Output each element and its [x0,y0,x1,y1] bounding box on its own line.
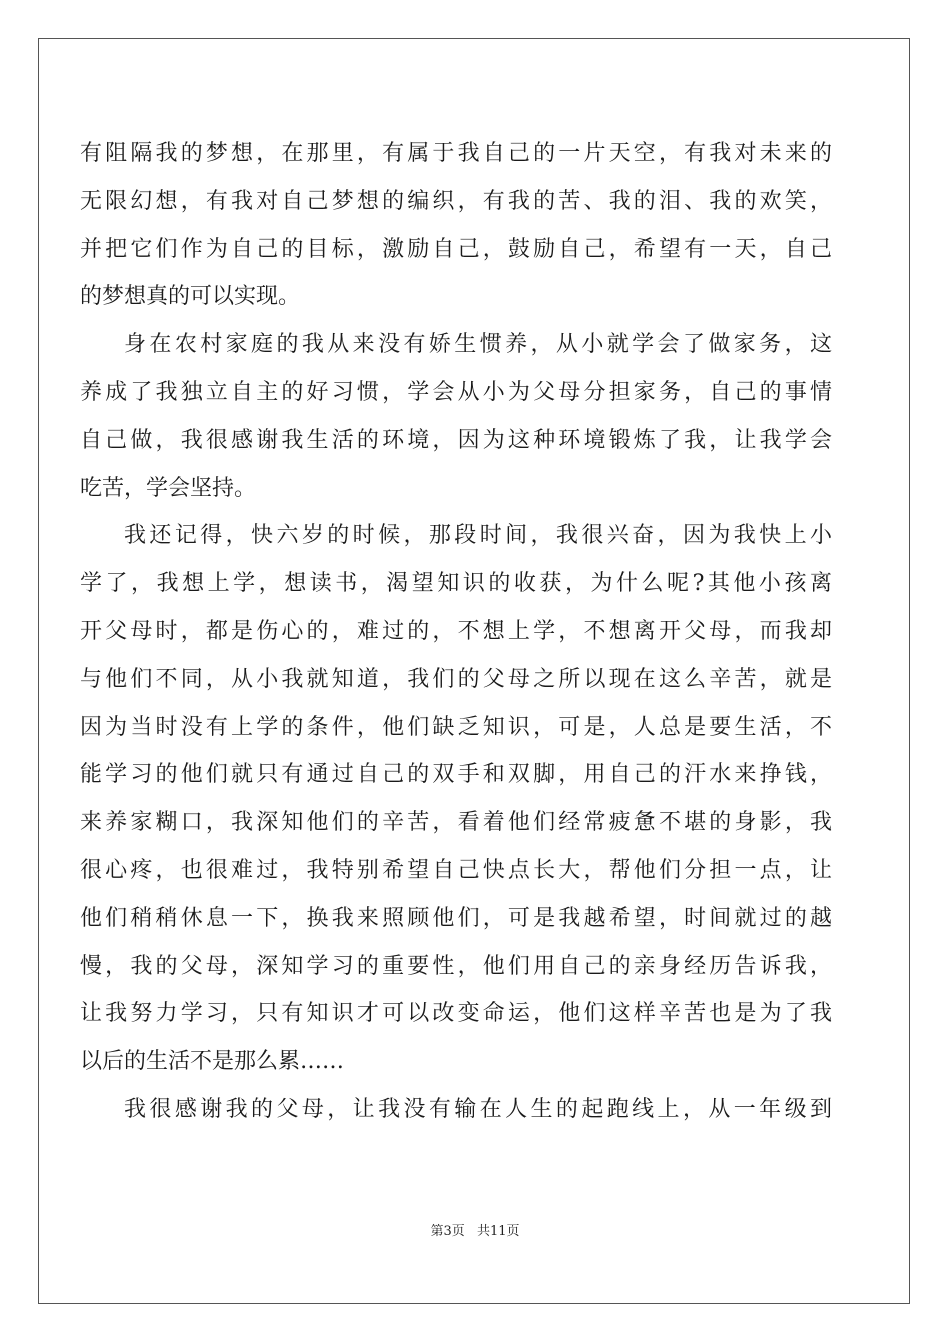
text-line: 来养家糊口，我深知他们的辛苦，看着他们经常疲惫不堪的身影，我 [80,810,832,836]
document-body [80,130,832,1134]
text-line: 让我努力学习，只有知识才可以改变命运，他们这样辛苦也是为了我 [80,1001,832,1027]
text-line: 我还记得，快六岁的时候，那段时间，我很兴奋，因为我快上小 [124,523,832,549]
text-line: 与他们不同，从小我就知道，我们的父母之所以现在这么辛苦，就是 [80,666,832,692]
text-line: 能学习的他们就只有通过自己的双手和双脚，用自己的汗水来挣钱， [80,762,832,788]
text-line: 的梦想真的可以实现。 [80,284,301,310]
text-line: 因为当时没有上学的条件，他们缺乏知识，可是，人总是要生活，不 [80,714,832,740]
text-line: 开父母时，都是伤心的，难过的，不想上学，不想离开父母，而我却 [80,618,832,644]
text-line: 很心疼，也很难过，我特别希望自己快点长大，帮他们分担一点，让 [80,857,832,883]
text-line: 并把它们作为自己的目标，激励自己，鼓励自己，希望有一天，自己 [80,236,832,262]
text-line: 我很感谢我的父母，让我没有输在人生的起跑线上，从一年级到 [124,1096,832,1122]
text-line: 以后的生活不是那么累…… [80,1049,345,1075]
text-line: 他们稍稍休息一下，换我来照顾他们，可是我越希望，时间就过的越 [80,905,832,931]
page-number: 第3页 [430,1224,465,1239]
text-line: 养成了我独立自主的好习惯，学会从小为父母分担家务，自己的事情 [80,379,832,405]
text-line: 慢，我的父母，深知学习的重要性，他们用自己的亲身经历告诉我， [80,953,832,979]
text-line: 无限幻想，有我对自己梦想的编织，有我的苦、我的泪、我的欢笑， [80,188,832,214]
page-total: 共11页 [476,1224,520,1239]
text-line: 学了，我想上学，想读书，渴望知识的收获，为什么呢?其他小孩离 [80,571,832,597]
text-line: 自己做，我很感谢我生活的环境，因为这种环境锻炼了我，让我学会 [80,427,832,453]
text-line: 身在农村家庭的我从来没有娇生惯养，从小就学会了做家务，这 [124,332,832,358]
text-line: 吃苦，学会坚持。 [80,475,257,501]
page-footer [0,1220,950,1239]
text-line: 有阻隔我的梦想，在那里，有属于我自己的一片天空，有我对未来的 [80,141,832,166]
